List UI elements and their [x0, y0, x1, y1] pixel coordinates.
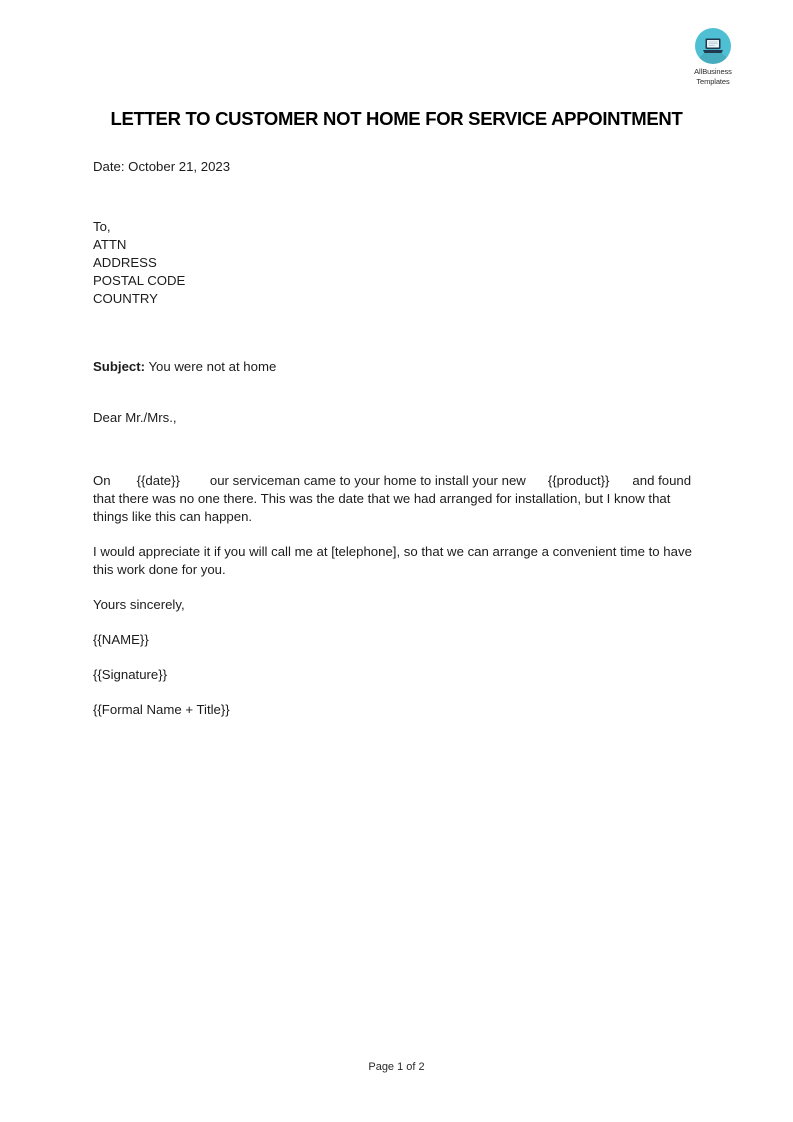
logo-wordmark: [678, 67, 748, 86]
recipient-line-address: ADDRESS: [93, 255, 157, 270]
logo-wordmark-line1: AllBusiness: [694, 67, 732, 76]
date-line: Date: October 21, 2023: [93, 159, 231, 174]
page-footer: Page 1 of 2: [368, 1061, 425, 1073]
letter-body: [93, 158, 703, 719]
date-placeholder-token: {{date}}: [136, 473, 180, 488]
spacer: [93, 427, 703, 472]
recipient-line-country: COUNTRY: [93, 291, 158, 306]
name-placeholder-token: {{NAME}}: [93, 632, 149, 647]
subject-text: You were not at home: [148, 359, 277, 374]
logo-wordmark-line2: Templates: [696, 76, 730, 86]
page-title: LETTER TO CUSTOMER NOT HOME FOR SERVICE APPOINTMENT: [110, 108, 683, 130]
spacer: [93, 176, 703, 218]
recipient-line-to: To,: [93, 219, 111, 234]
logo-circle: [695, 28, 731, 64]
salutation: Dear Mr./Mrs.,: [93, 410, 177, 425]
recipient-line-postal-code: POSTAL CODE: [93, 273, 186, 288]
paragraph-1-segment-3: and found that there was no one there. This was the date that we had arranged for installation, but I know that things like this can happen.: [93, 473, 692, 524]
body-paragraph-1: [93, 472, 703, 526]
recipient-line-attn: ATTN: [93, 237, 127, 252]
formal-name-placeholder-token: {{Formal Name + Title}}: [93, 702, 230, 717]
valediction: Yours sincerely,: [93, 597, 185, 612]
spacer: [93, 376, 703, 409]
recipient-address-block: [93, 218, 703, 308]
product-placeholder-token: {{product}}: [547, 473, 610, 488]
allbusiness-templates-logo: [678, 28, 748, 86]
body-paragraph-2: I would appreciate it if you will call me at [telephone], so that we can arrange a convenient time to have this work done for you.: [93, 544, 692, 577]
laptop-icon: [702, 38, 724, 55]
paragraph-1-segment-2: our serviceman came to your home to install your new: [209, 473, 526, 488]
subject-line: [93, 358, 703, 376]
signature-placeholder-token: {{Signature}}: [93, 667, 168, 682]
paragraph-1-segment-1: On: [93, 473, 111, 488]
spacer: [93, 308, 703, 358]
subject-label: Subject:: [93, 359, 146, 374]
